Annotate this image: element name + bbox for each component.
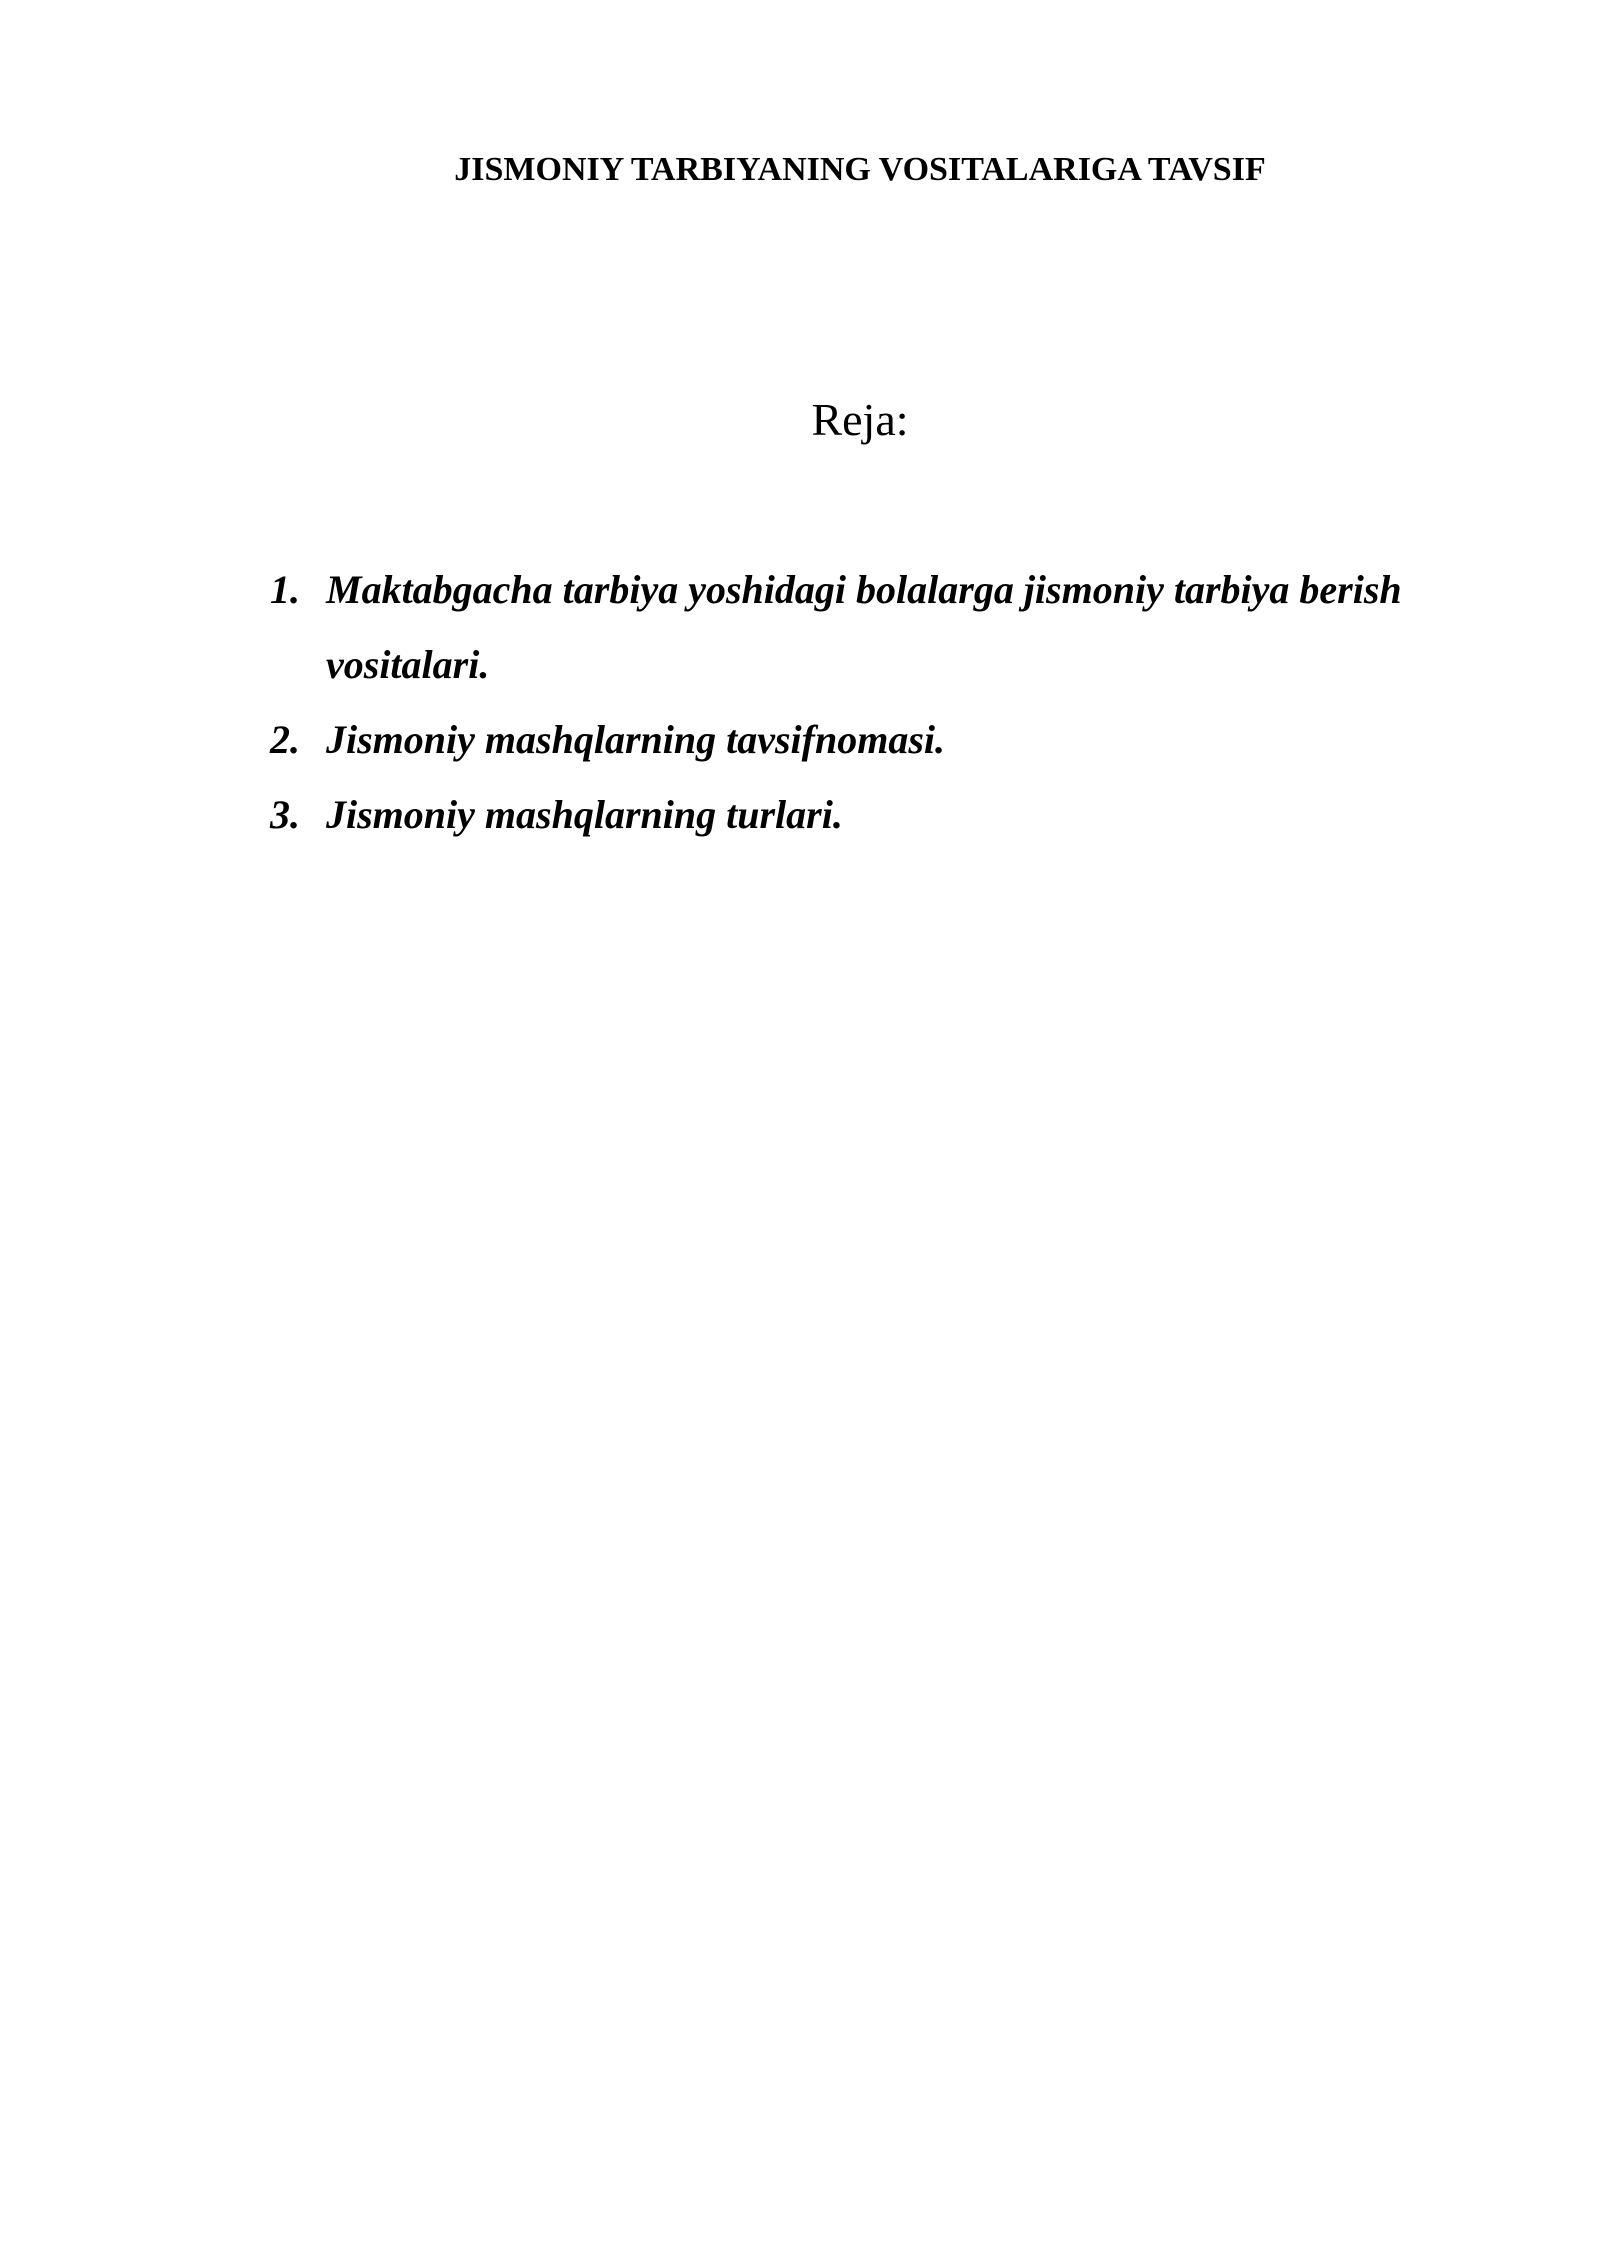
plan-heading: Reja: bbox=[811, 394, 909, 445]
plan-list bbox=[270, 552, 1520, 852]
plan-item-number: 1. bbox=[270, 567, 300, 612]
plan-item-text: Jismoniy mashqlarning tavsifnomasi. bbox=[326, 717, 946, 762]
document-title: JISMONIY TARBIYANING VOSITALARIGA TAVSIF bbox=[454, 151, 1266, 188]
plan-item-number: 3. bbox=[270, 792, 300, 837]
plan-item-text: Jismoniy mashqlarning turlari. bbox=[326, 792, 843, 837]
plan-item-1 bbox=[270, 552, 1520, 702]
plan-item-3 bbox=[270, 777, 1520, 852]
plan-item-2 bbox=[270, 702, 1520, 777]
plan-item-number: 2. bbox=[270, 717, 300, 762]
plan-item-text: Maktabgacha tarbiya yoshidagi bolalarga jismoniy tarbiya berish vositalari. bbox=[326, 567, 1402, 687]
title-block bbox=[300, 150, 1420, 191]
